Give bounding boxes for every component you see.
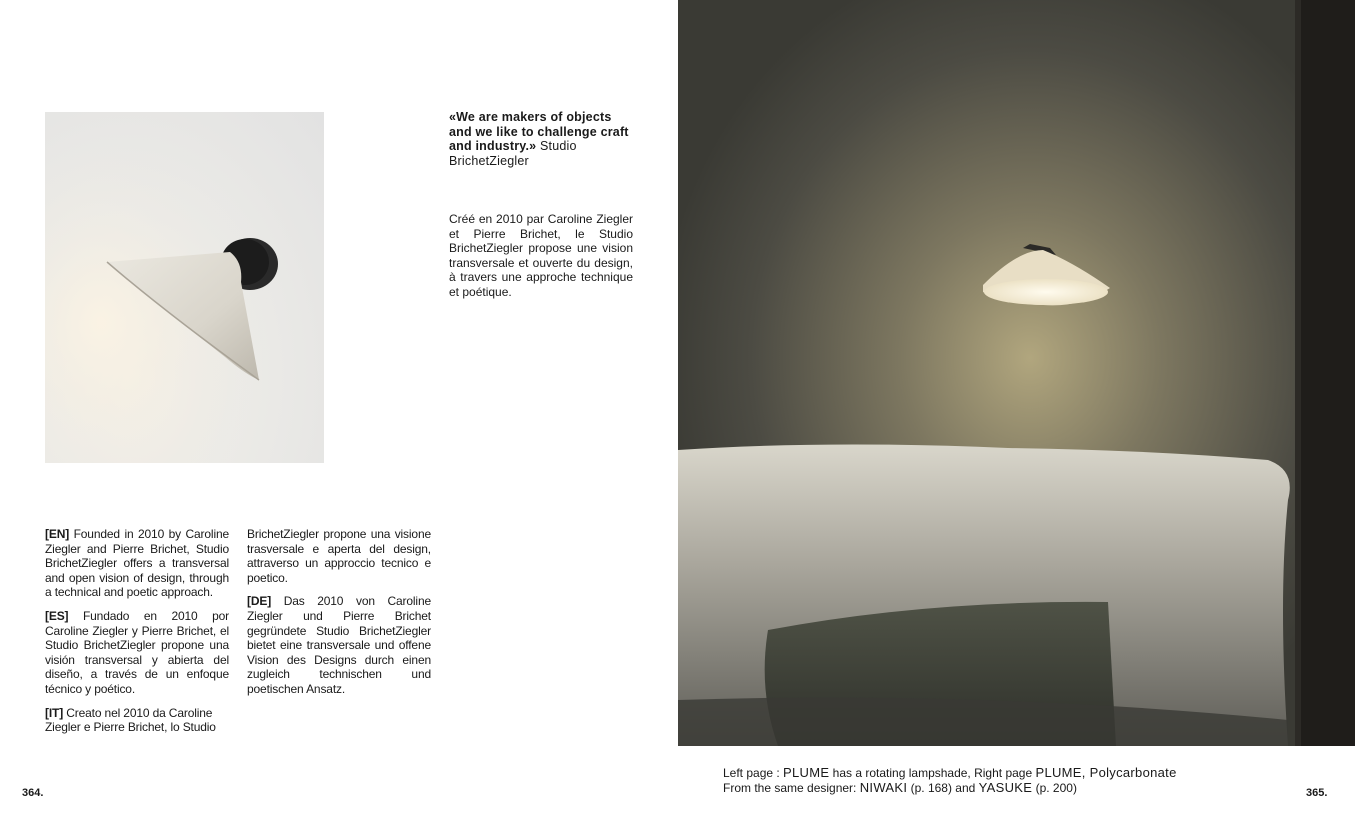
photo-plume-lamp-above-bed bbox=[678, 0, 1355, 746]
italian-description-end: BrichetZiegler propone una visione trasversale e aperta del design, attraverso un approccio tecnico e poetico. bbox=[247, 527, 431, 585]
italian-description-start bbox=[45, 706, 229, 735]
quote-author: Studio BrichetZiegler bbox=[449, 139, 577, 168]
product-photo-plume-wall-lamp bbox=[45, 112, 324, 463]
description-column-2 bbox=[247, 527, 431, 706]
caption-line1-a: Left page : bbox=[723, 766, 784, 780]
caption-line1-b: has a rotating lampshade, Right page bbox=[829, 766, 1036, 780]
en-text: Founded in 2010 by Caroline Ziegler and Pierre Brichet, Studio BrichetZiegler offers a transversal and open vision of design, through a technical and poetic approach. bbox=[45, 527, 230, 600]
page-number-left: 364. bbox=[22, 787, 44, 799]
caption-product-plume-left: PLUME bbox=[783, 765, 830, 780]
english-description bbox=[45, 527, 229, 600]
caption-line2-c: (p. 200) bbox=[1032, 780, 1077, 795]
es-text: Fundado en 2010 por Caroline Ziegler y Pierre Brichet, el Studio BrichetZiegler propone una visión transversal y abierta del diseño, a través de un enfoque técnico y poético. bbox=[45, 608, 229, 696]
it-text-part1: Creato nel 2010 da Caroline Ziegler e Pierre Brichet, lo Studio bbox=[45, 705, 216, 735]
caption-line-1 bbox=[723, 766, 1283, 781]
en-tag: [EN] bbox=[45, 527, 70, 541]
caption-line-2 bbox=[723, 781, 1283, 796]
german-description bbox=[247, 594, 431, 696]
quote-text: «We are makers of objects and we like to challenge craft and industry.» bbox=[449, 110, 629, 153]
photo-caption bbox=[723, 766, 1283, 795]
spanish-description bbox=[45, 609, 229, 697]
caption-product-plume-right: PLUME, Polycarbonate bbox=[1035, 765, 1177, 780]
es-tag: [ES] bbox=[45, 608, 69, 623]
french-description: Créé en 2010 par Caroline Ziegler et Pierre Brichet, le Studio BrichetZiegler propose une vision transversale et ouverte du design, à travers une approche technique et poétique. bbox=[449, 212, 633, 299]
caption-product-yasuke: YASUKE bbox=[978, 779, 1033, 795]
de-text: Das 2010 von Caroline Ziegler und Pierre Brichet gegründete Studio BrichetZiegler bietet eine transversale und offene Vision des Designs durch einen zugleich technischen und poetischen Ansatz. bbox=[247, 594, 431, 696]
caption-line2-a: From the same designer: bbox=[723, 780, 860, 795]
page-number-right: 365. bbox=[1306, 787, 1328, 799]
caption-line2-b: (p. 168) and bbox=[907, 780, 979, 795]
designer-quote bbox=[449, 110, 634, 168]
it-tag: [IT] bbox=[45, 705, 64, 720]
description-column-1 bbox=[45, 527, 229, 744]
caption-product-niwaki: NIWAKI bbox=[859, 779, 908, 795]
de-tag: [DE] bbox=[247, 594, 272, 609]
